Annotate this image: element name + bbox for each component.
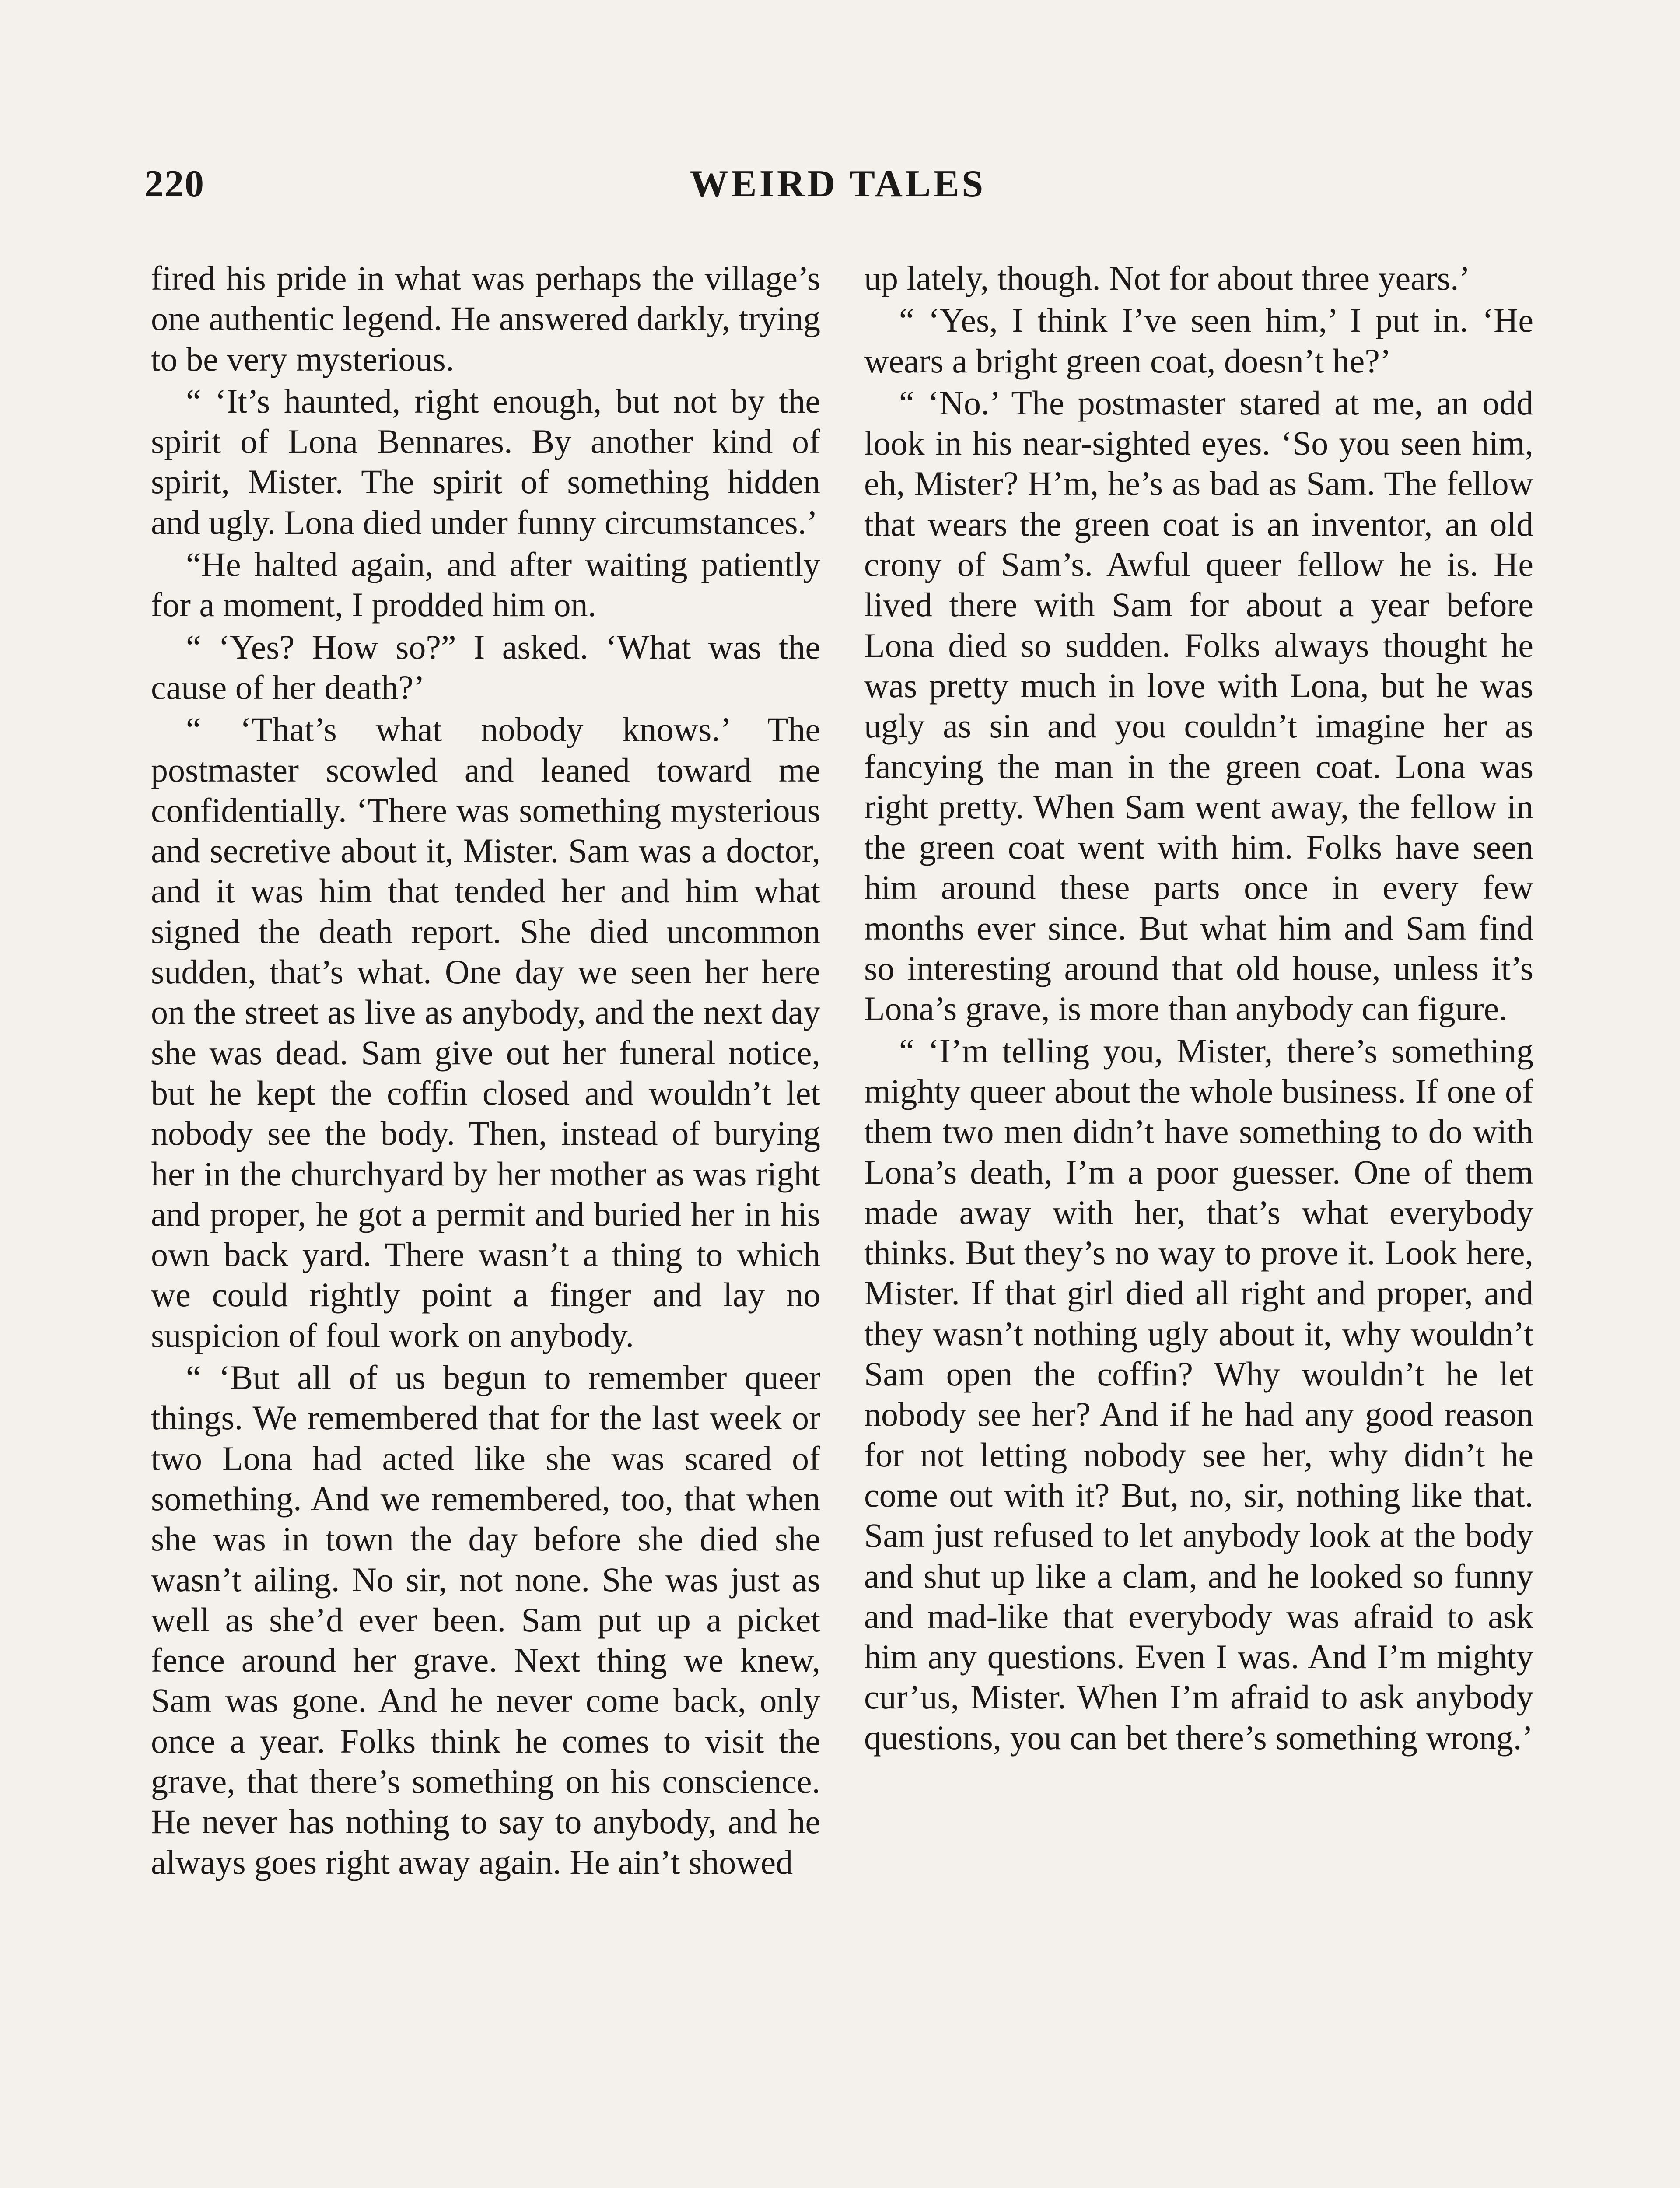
paragraph: up lately, though. Not for about three years.’	[864, 259, 1470, 297]
right-column	[864, 258, 1533, 1760]
paragraph: “ ‘Yes, I think I’ve seen him,’ I put in. ‘He wears a bright green coat, doesn’t he?’	[864, 301, 1533, 380]
paragraph: “He halted again, and after waiting patiently for a moment, I prodded him on.	[151, 545, 820, 624]
left-column	[151, 258, 820, 1884]
paragraph: “ ‘No.’ The postmaster stared at me, an odd look in his near-sighted eyes. ‘So you seen him, eh, Mister? H’m, he’s as bad as Sam. The fellow that wears the green coat is an inventor, an old crony of Sam’s. Awful queer fellow he is. He lived there with Sam for about a year before Lona died so sudden. Folks always thought he was pretty much in love with Lona, but he was ugly as sin and you couldn’t imagine her as fancying the man in the green coat. Lona was right pretty. When Sam went away, the fellow in the green coat went with him. Folks have seen him around these parts once in every few months ever since. But what him and Sam find so interesting around that old house, unless it’s Lona’s grave, is more than anybody can figure.	[864, 383, 1533, 1028]
paragraph: “ ‘But all of us begun to remember queer things. We remembered that for the last week or two Lona had acted like she was scared of something. And we remembered, too, that when she was in town the day before she died she wasn’t ailing. No sir, not none. She was just as well as she’d ever been. Sam put up a picket fence around her grave. Next thing we knew, Sam was gone. And he never come back, only once a year. Folks think he comes to visit the grave, that there’s something on his conscience. He never has nothing to say to anybody, and he always goes right away again. He ain’t showed	[151, 1358, 820, 1881]
paragraph: “ ‘It’s haunted, right enough, but not by the spirit of Lona Bennares. By another kind of spirit, Mister. The spirit of something hidden and ugly. Lona died under funny circumstances.’	[151, 382, 820, 541]
page-header	[144, 162, 1531, 210]
magazine-title: WEIRD TALES	[690, 163, 986, 205]
paragraph: fired his pride in what was perhaps the village’s one authentic legend. He answered darkly, trying to be very mysterious.	[151, 259, 820, 378]
paragraph: “ ‘That’s what nobody knows.’ The postmaster scowled and leaned toward me confidentially. ‘There was something mysterious and secretive about it, Mister. Sam was a doctor, and it was him that tended her and him what signed the death report. She died uncommon sudden, that’s what. One day we seen her here on the street as live as anybody, and the next day she was dead. Sam give out her funeral notice, but he kept the coffin closed and wouldn’t let nobody see the body. Then, instead of burying her in the churchyard by her mother as was right and proper, he got a permit and buried her in his own back yard. There wasn’t a thing to which we could rightly point a finger and lay no suspicion of foul work on anybody.	[151, 710, 820, 1354]
page-number: 220	[144, 163, 205, 205]
paragraph: “ ‘I’m telling you, Mister, there’s something mighty queer about the whole business. If one of them two men didn’t have something to do with Lona’s death, I’m a poor guesser. One of them made away with her, that’s what everybody thinks. But they’s no way to prove it. Look here, Mister. If that girl died all right and proper, and they wasn’t nothing ugly about it, why wouldn’t Sam open the coffin? Why wouldn’t he let nobody see her? And if he had any good reason for not letting nobody see her, why didn’t he come out with it? But, no, sir, nothing like that. Sam just refused to let anybody look at the body and shut up like a clam, and he looked so funny and mad-like that everybody was afraid to ask him any questions. Even I was. And I’m mighty cur’us, Mister. When I’m afraid to ask anybody questions, you can bet there’s something wrong.’	[864, 1031, 1533, 1757]
paragraph: “ ‘Yes? How so?” I asked. ‘What was the cause of her death?’	[151, 628, 820, 706]
